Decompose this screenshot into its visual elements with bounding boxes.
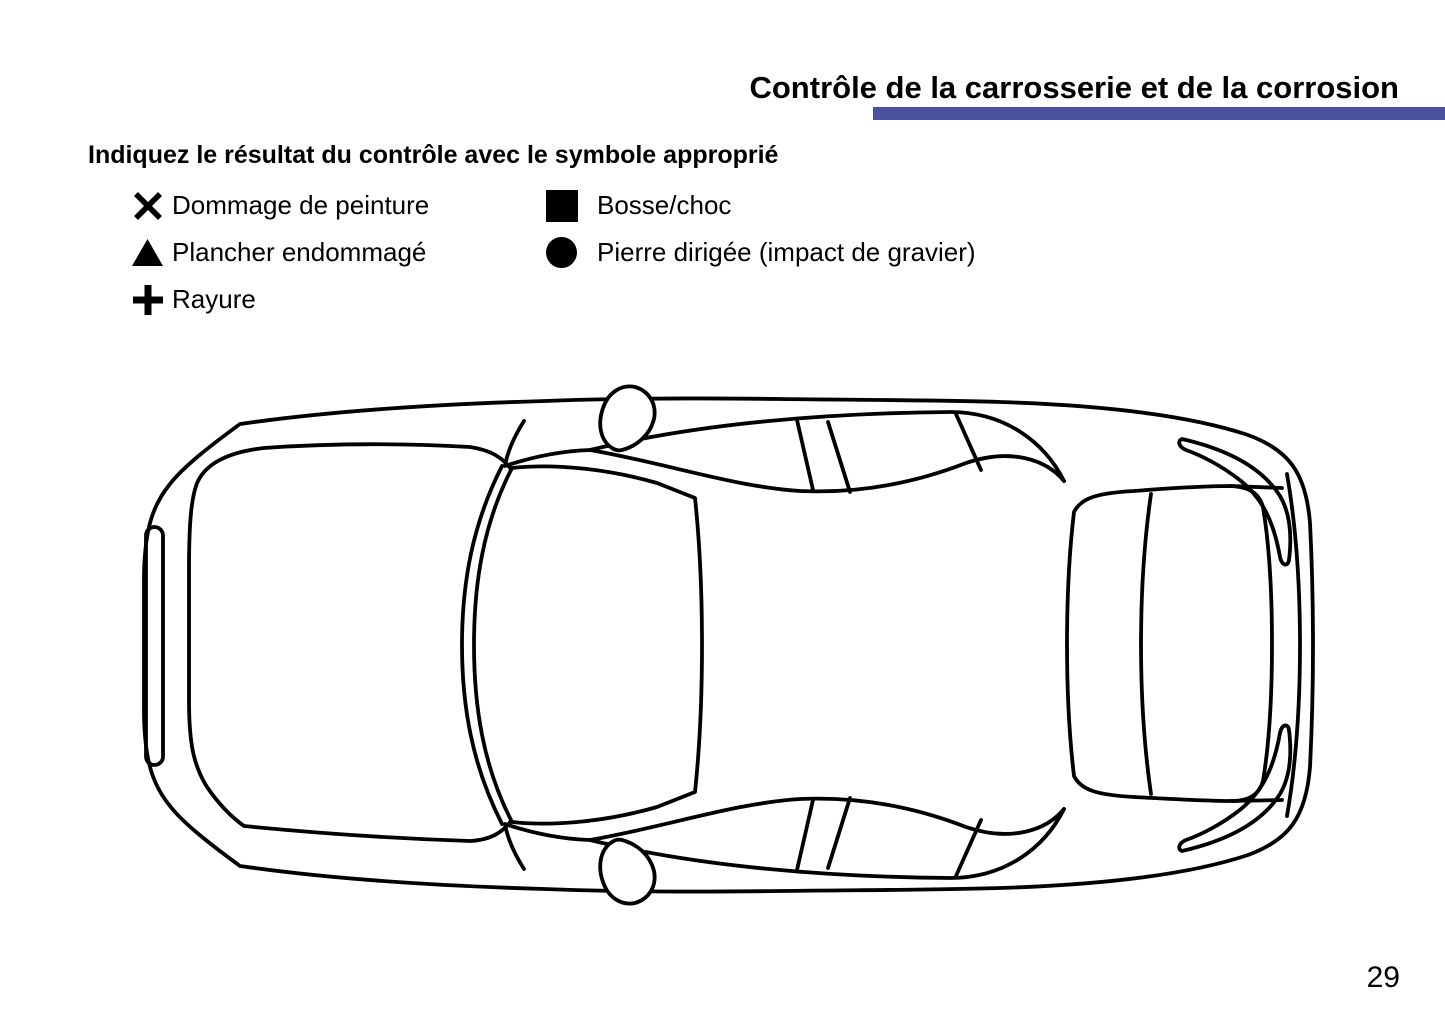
legend-label: Bosse/choc [597,190,732,220]
instruction-heading: Indiquez le résultat du contrôle avec le symbole approprié [88,141,779,169]
side-windows-right [590,798,1064,878]
front-grille-slit [146,527,163,765]
side-mirror-left [600,386,654,450]
tail-light-left [1179,439,1290,565]
rear-window [1067,486,1272,801]
car-body-outline [144,398,1313,891]
side-windows-left [590,412,1064,492]
page-number: 29 [1366,961,1400,994]
b-pillar-left [797,420,850,492]
legend-label: Pierre dirigée (impact de gravier) [597,237,976,267]
legend-label: Rayure [172,284,256,314]
legend-label: Plancher endommagé [172,237,427,267]
windshield [474,466,702,823]
front-fender-crease-right [505,824,590,869]
b-pillar-right [797,798,850,870]
rear-window-divider [1141,494,1151,794]
front-fender-crease-left [505,421,590,466]
cowl-line [462,466,502,824]
page-title: Contrôle de la carrosserie et de la corrosion [749,70,1399,105]
tail-light-right [1179,725,1290,851]
legend-label: Dommage de peinture [172,190,430,220]
side-mirror-right [600,840,654,904]
